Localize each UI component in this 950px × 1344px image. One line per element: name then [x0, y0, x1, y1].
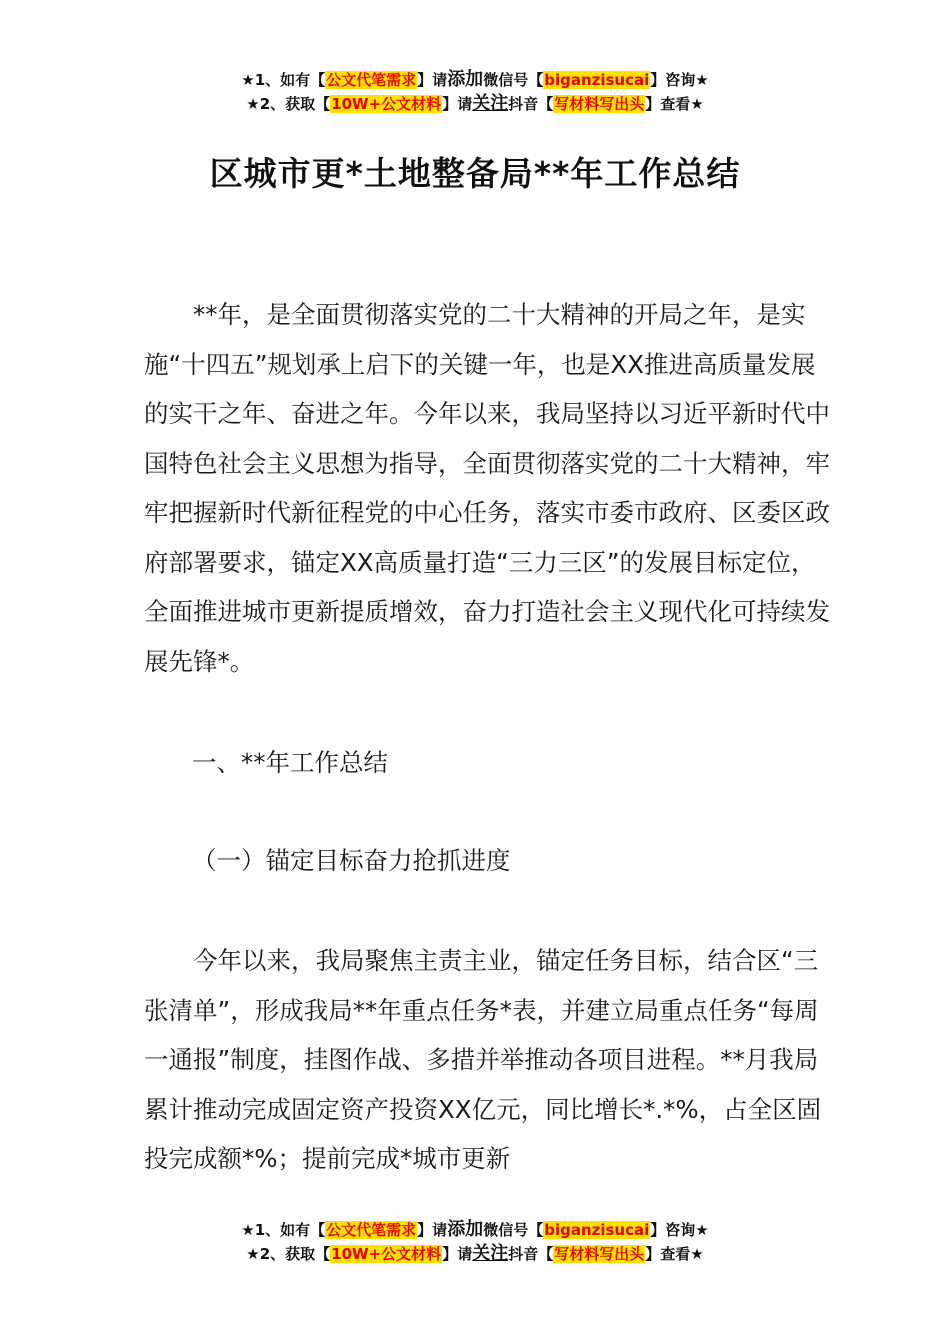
- promo-emphasis: 关注: [472, 93, 509, 114]
- promo-banner-top: [0, 68, 950, 116]
- subsection-heading: （一）锚定目标奋力抢抓进度: [192, 846, 511, 875]
- promo-line-2: [0, 1242, 950, 1266]
- promo-text: ★2、获取【: [246, 1245, 331, 1263]
- promo-text: 】请: [442, 1245, 473, 1263]
- promo-text: 】请: [417, 1221, 448, 1239]
- promo-highlight: 公文代笔需求: [326, 1221, 417, 1239]
- promo-text: ★2、获取【: [246, 95, 331, 113]
- promo-highlight: 10W+公文材料: [331, 1245, 442, 1263]
- promo-wechat-id: biganzisucai: [544, 71, 650, 89]
- promo-banner-bottom: [0, 1218, 950, 1266]
- promo-text: 】请: [442, 95, 473, 113]
- section-heading: 一、**年工作总结: [192, 748, 388, 777]
- promo-wechat-id: biganzisucai: [544, 1221, 650, 1239]
- promo-text: 】咨询★: [650, 71, 709, 89]
- promo-douyin-id: 写材料写出头: [554, 95, 645, 113]
- promo-text: ★1、如有【: [241, 71, 326, 89]
- promo-highlight: 10W+公文材料: [331, 95, 442, 113]
- document-title: 区城市更*土地整备局**年工作总结: [209, 154, 741, 193]
- promo-line-1: [0, 1218, 950, 1242]
- promo-text: 】查看★: [645, 95, 704, 113]
- promo-text: 】请: [417, 71, 448, 89]
- promo-line-1: [0, 68, 950, 92]
- promo-text: 抖音【: [508, 95, 554, 113]
- intro-paragraph: **年，是全面贯彻落实党的二十大精神的开局之年，是实施“十四五”规划承上启下的关键一年，也是XX推进高质量发展的实干之年、奋进之年。今年以来，我局坚持以习近平新时代中国特色社会主义思想为指导，全面贯彻落实党的二十大精神，牢牢把握新时代新征程党的中心任务，落实市委市政府、区委区政府部署要求，锚定XX高质量打造“三力三区”的发展目标定位，全面推进城市更新提质增效，奋力打造社会主义现代化可持续发展先锋*。: [144, 300, 830, 676]
- promo-highlight: 公文代笔需求: [326, 71, 417, 89]
- promo-line-2: [0, 92, 950, 116]
- promo-douyin-id: 写材料写出头: [554, 1245, 645, 1263]
- promo-text: ★1、如有【: [241, 1221, 326, 1239]
- promo-text: 微信号【: [483, 1221, 544, 1239]
- promo-text: 抖音【: [508, 1245, 554, 1263]
- promo-emphasis: 关注: [472, 1243, 509, 1264]
- promo-emphasis: 添加: [447, 69, 484, 90]
- body-paragraph: 今年以来，我局聚焦主责主业，锚定任务目标，结合区“三张清单”，形成我局**年重点任务*表，并建立局重点任务“每周一通报”制度，挂图作战、多措并举推动各项目进程。**月我局累计推动完成固定资产投资XX亿元，同比增长*.*%，占全区固投完成额*%；提前完成*城市更新: [144, 946, 822, 1173]
- promo-text: 】咨询★: [650, 1221, 709, 1239]
- promo-text: 】查看★: [645, 1245, 704, 1263]
- promo-text: 微信号【: [483, 71, 544, 89]
- promo-emphasis: 添加: [447, 1219, 484, 1240]
